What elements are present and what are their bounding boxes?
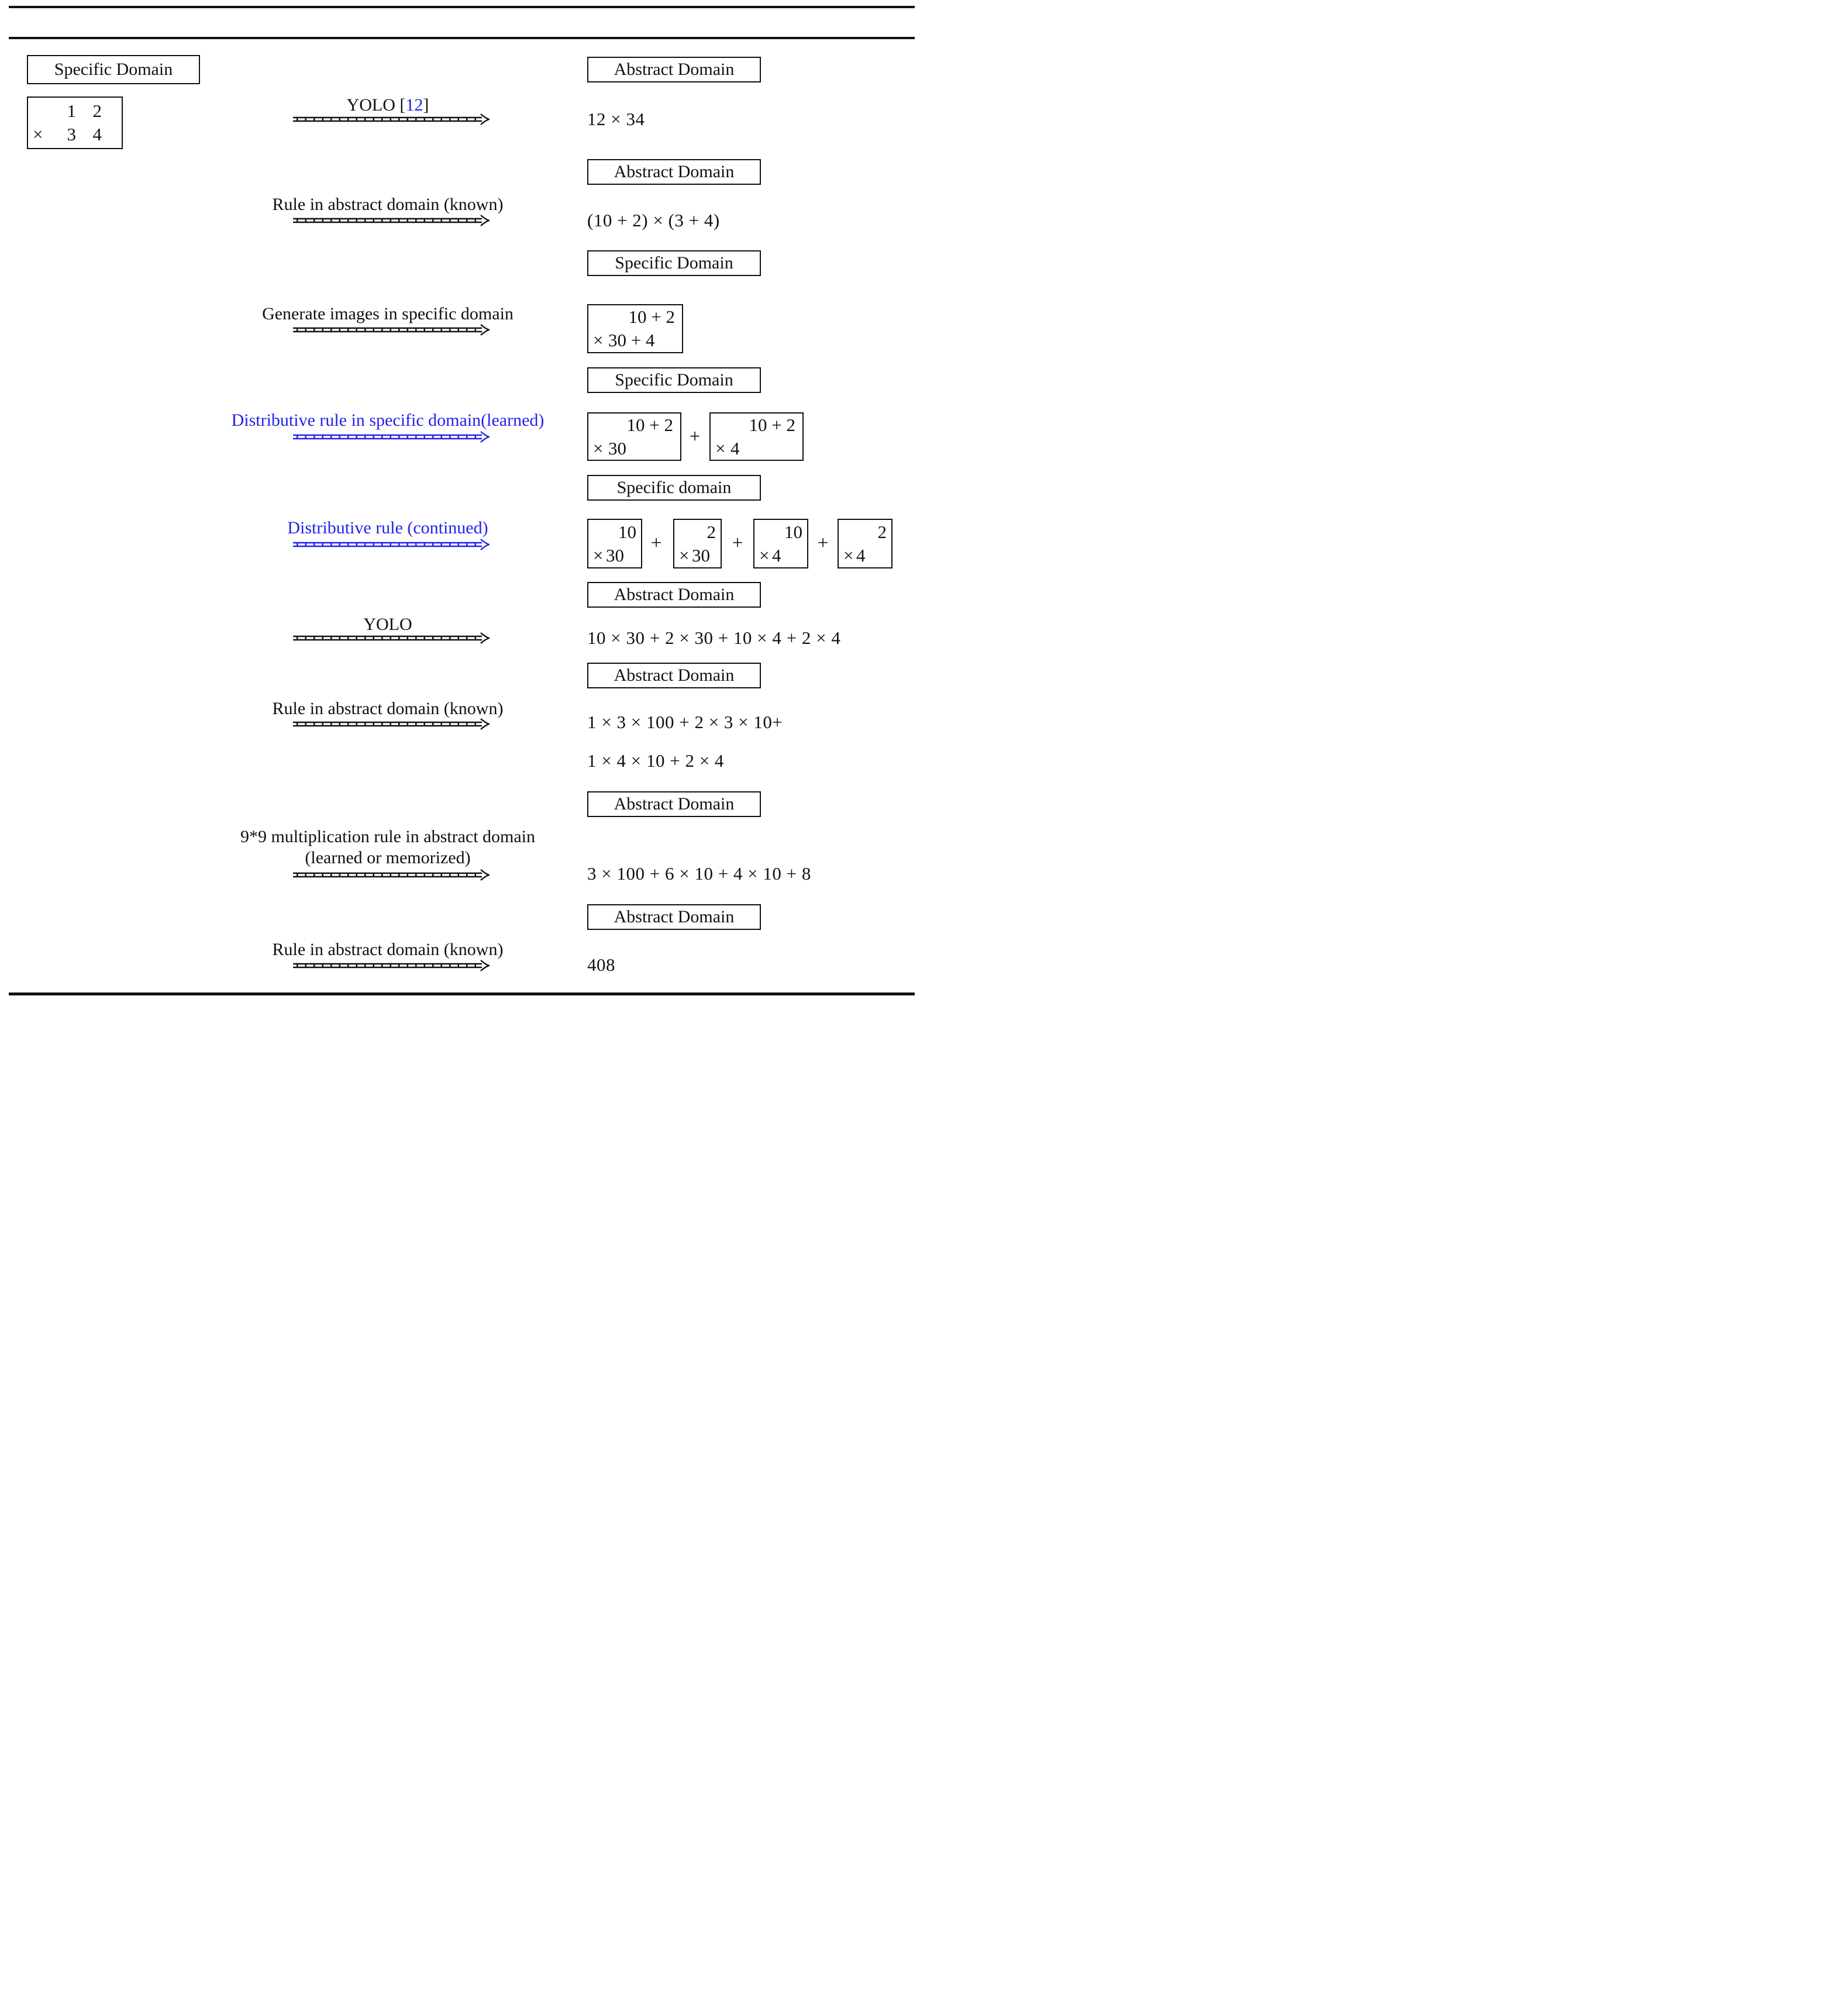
multiply-sign: × bbox=[679, 545, 690, 566]
multiply-sign: × bbox=[715, 437, 726, 459]
step7-domain-box bbox=[587, 663, 761, 688]
step5-mathbox-1 bbox=[587, 519, 642, 568]
step4-mathbox-1 bbox=[587, 412, 681, 461]
mathbox-line1: 2 bbox=[707, 521, 716, 542]
left-multiplication-box bbox=[27, 97, 123, 149]
mathbox-empty-sign bbox=[593, 522, 606, 543]
matrix-digit: 4 bbox=[92, 124, 102, 144]
step7-expression-line2: 1 × 4 × 10 + 2 × 4 bbox=[587, 750, 724, 771]
multiply-sign: × bbox=[843, 545, 854, 566]
step3-domain-box bbox=[587, 250, 761, 276]
matrix-digit: 3 bbox=[67, 124, 76, 144]
step9-domain-box bbox=[587, 904, 761, 930]
derivation-arrow bbox=[293, 718, 490, 730]
step4-label: Distributive rule in specific domain(learned) bbox=[231, 411, 545, 430]
mathbox-line2: 30 + 4 bbox=[608, 330, 655, 350]
step8-domain-box bbox=[587, 791, 761, 817]
step7-domain-label: Abstract Domain bbox=[614, 666, 735, 685]
derivation-arrow bbox=[293, 430, 490, 443]
derivation-arrow bbox=[293, 632, 490, 645]
step8-label bbox=[240, 826, 535, 869]
matrix-empty-cell bbox=[33, 101, 50, 122]
step1-domain-label: Abstract Domain bbox=[614, 60, 735, 79]
multiply-sign: × bbox=[593, 437, 604, 459]
figure-canvas bbox=[0, 0, 924, 1008]
mathbox-line2: 4 bbox=[856, 545, 866, 566]
step8-domain-label: Abstract Domain bbox=[614, 794, 735, 814]
plus-operator: + bbox=[732, 532, 743, 554]
top-rule-2 bbox=[9, 37, 915, 39]
derivation-arrow bbox=[293, 869, 490, 881]
mathbox-line1: 10 + 2 bbox=[626, 414, 673, 435]
step5-label: Distributive rule (continued) bbox=[287, 518, 488, 537]
step3-domain-label: Specific Domain bbox=[615, 253, 733, 273]
step5-mathbox-3 bbox=[753, 519, 808, 568]
plus-operator: + bbox=[650, 532, 662, 554]
step1-domain-box bbox=[587, 57, 761, 82]
step8-label-line1: 9*9 multiplication rule in abstract domain bbox=[240, 827, 536, 846]
mathbox-line1: 10 bbox=[618, 521, 636, 542]
left-specific-domain-box bbox=[27, 55, 200, 84]
mathbox-empty-sign bbox=[759, 522, 772, 543]
step8-expression: 3 × 100 + 6 × 10 + 4 × 10 + 8 bbox=[587, 863, 811, 884]
derivation-arrow bbox=[293, 113, 490, 126]
step6-domain-label: Abstract Domain bbox=[614, 585, 735, 604]
multiply-sign: × bbox=[593, 545, 604, 566]
step3-label: Generate images in specific domain bbox=[262, 304, 514, 323]
mathbox-line1: 10 bbox=[784, 521, 802, 542]
mathbox-empty-sign bbox=[843, 522, 856, 543]
plus-operator: + bbox=[817, 532, 829, 554]
step1-label-text: YOLO bbox=[346, 95, 395, 115]
mathbox-line2: 4 bbox=[772, 545, 781, 566]
derivation-arrow bbox=[293, 214, 490, 227]
step2-domain-label: Abstract Domain bbox=[614, 162, 735, 181]
step9-label: Rule in abstract domain (known) bbox=[272, 940, 504, 959]
matrix-digit: 2 bbox=[92, 101, 102, 121]
top-rule-1 bbox=[9, 6, 915, 8]
step4-mathbox-2 bbox=[709, 412, 804, 461]
step9-expression: 408 bbox=[587, 954, 615, 975]
mathbox-line1: 2 bbox=[877, 521, 887, 542]
step6-label: YOLO bbox=[363, 615, 412, 634]
step7-label: Rule in abstract domain (known) bbox=[272, 699, 504, 718]
multiply-sign: × bbox=[759, 545, 770, 566]
multiply-sign: × bbox=[593, 330, 604, 350]
mathbox-line2: 30 bbox=[606, 545, 624, 566]
step4-domain-box bbox=[587, 367, 761, 393]
plus-operator: + bbox=[689, 426, 701, 447]
step4-domain-label: Specific Domain bbox=[615, 370, 733, 390]
step2-expression: (10 + 2) × (3 + 4) bbox=[587, 210, 720, 230]
step5-mathbox-4 bbox=[838, 519, 893, 568]
cite-bracket: [ bbox=[399, 95, 406, 115]
mathbox-line2: 30 bbox=[692, 545, 710, 566]
step3-mathbox bbox=[587, 304, 683, 353]
matrix-digit: 1 bbox=[67, 101, 76, 121]
step2-domain-box bbox=[587, 159, 761, 185]
mathbox-empty-sign bbox=[593, 306, 608, 328]
step1-expression: 12 × 34 bbox=[587, 109, 645, 129]
mathbox-line2: 30 bbox=[608, 437, 626, 459]
step2-label: Rule in abstract domain (known) bbox=[272, 195, 504, 214]
step9-domain-label: Abstract Domain bbox=[614, 907, 735, 926]
step8-label-line2: (learned or memorized) bbox=[305, 848, 471, 867]
step6-expression: 10 × 30 + 2 × 30 + 10 × 4 + 2 × 4 bbox=[587, 628, 841, 648]
multiply-sign: × bbox=[33, 124, 43, 144]
step5-mathbox-2 bbox=[673, 519, 722, 568]
cite-bracket: ] bbox=[423, 95, 429, 115]
step7-expression-line1: 1 × 3 × 100 + 2 × 3 × 10+ bbox=[587, 712, 783, 732]
left-specific-domain-label: Specific Domain bbox=[54, 60, 173, 79]
step5-domain-label: Specific domain bbox=[616, 478, 732, 497]
mathbox-line1: 10 + 2 bbox=[628, 306, 675, 327]
mathbox-empty-sign bbox=[715, 415, 730, 436]
mathbox-line1: 10 + 2 bbox=[749, 414, 795, 435]
mathbox-empty-sign bbox=[593, 415, 608, 436]
derivation-arrow bbox=[293, 959, 490, 972]
derivation-arrow bbox=[293, 323, 490, 336]
derivation-arrow bbox=[293, 538, 490, 551]
mathbox-empty-sign bbox=[679, 522, 692, 543]
mathbox-line2: 4 bbox=[730, 437, 740, 459]
bottom-rule bbox=[9, 993, 915, 995]
citation-link[interactable]: 12 bbox=[405, 95, 423, 115]
step6-domain-box bbox=[587, 582, 761, 608]
step5-domain-box bbox=[587, 475, 761, 501]
